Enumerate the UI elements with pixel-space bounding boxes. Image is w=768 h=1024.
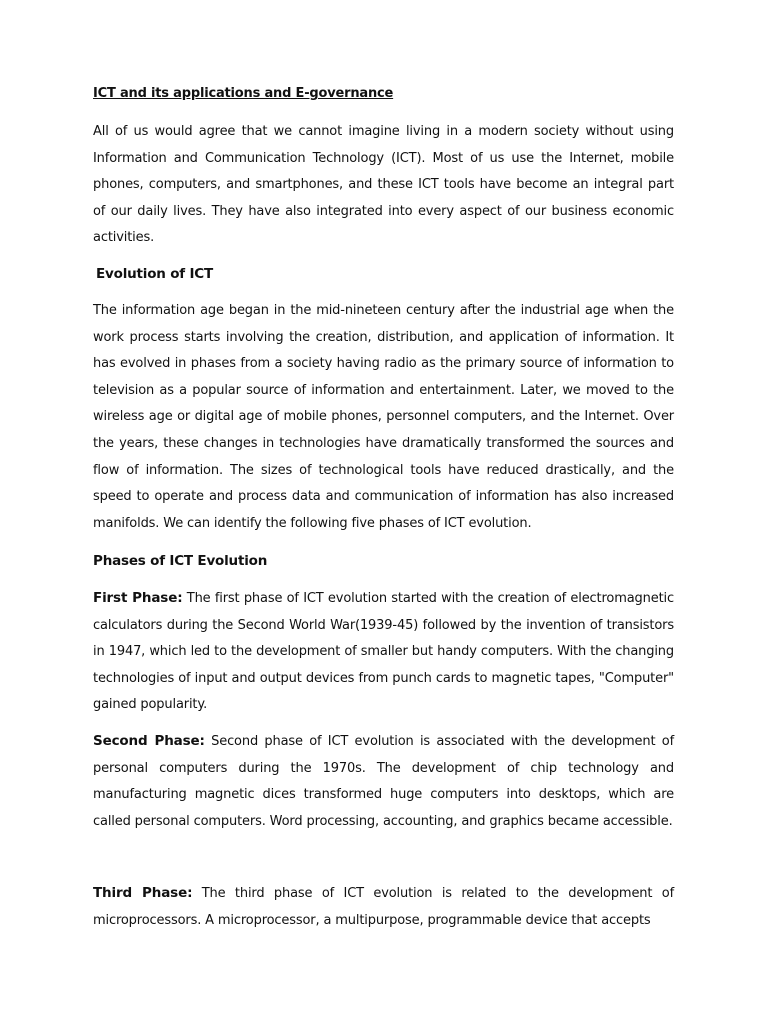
first-phase-text: The first phase of ICT evolution started with the creation of electromagnetic calculators during the Second World War(1939-45) followed by the invention of transistors in 1947, which led to the development of smaller but handy computers. With the changing technologies of input and output devices from punch cards to magnetic tapes, "Computer" gained popularity. [93,591,674,713]
phases-heading: Phases of ICT Evolution [93,553,268,569]
document-title: ICT and its applications and E-governance [93,86,394,101]
first-phase-label: First Phase: [93,590,183,606]
third-phase-text: The third phase of ICT evolution is related to the development of microprocessors. A microprocessor, a multipurpose, programmable device that accepts [93,886,674,928]
second-phase-paragraph [93,728,674,835]
first-phase-paragraph [93,585,674,719]
evolution-paragraph: The information age began in the mid-nineteen century after the industrial age when the work process starts involving the creation, distribution, and application of information. It has evolved in phases from a society having radio as the primary source of information to television as a popular source of information and entertainment. Later, we moved to the wireless age or digital age of mobile phones, personnel computers, and the Internet. Over the years, these changes in technologies have dramatically transformed the sources and flow of information. The sizes of technological tools have reduced drastically, and the speed to operate and process data and communication of information has also increased manifolds. We can identify the following five phases of ICT evolution. [93,303,674,531]
evolution-heading: Evolution of ICT [96,266,213,282]
second-phase-text: Second phase of ICT evolution is associated with the development of personal computers during the 1970s. The development of chip technology and manufacturing magnetic dices transformed huge computers into desktops, which are called personal computers. Word processing, accounting, and graphics became accessible. [93,734,675,829]
second-phase-label: Second Phase: [93,733,205,749]
third-phase-label: Third Phase: [93,885,193,901]
third-phase-paragraph [93,880,674,934]
intro-paragraph: All of us would agree that we cannot imagine living in a modern society without using Information and Communication Technology (ICT). Most of us use the Internet, mobile phones, computers, and smartphones, and these ICT tools have become an integral part of our daily lives. They have also integrated into every aspect of our business economic activities. [93,124,674,246]
document-page [93,0,674,1024]
